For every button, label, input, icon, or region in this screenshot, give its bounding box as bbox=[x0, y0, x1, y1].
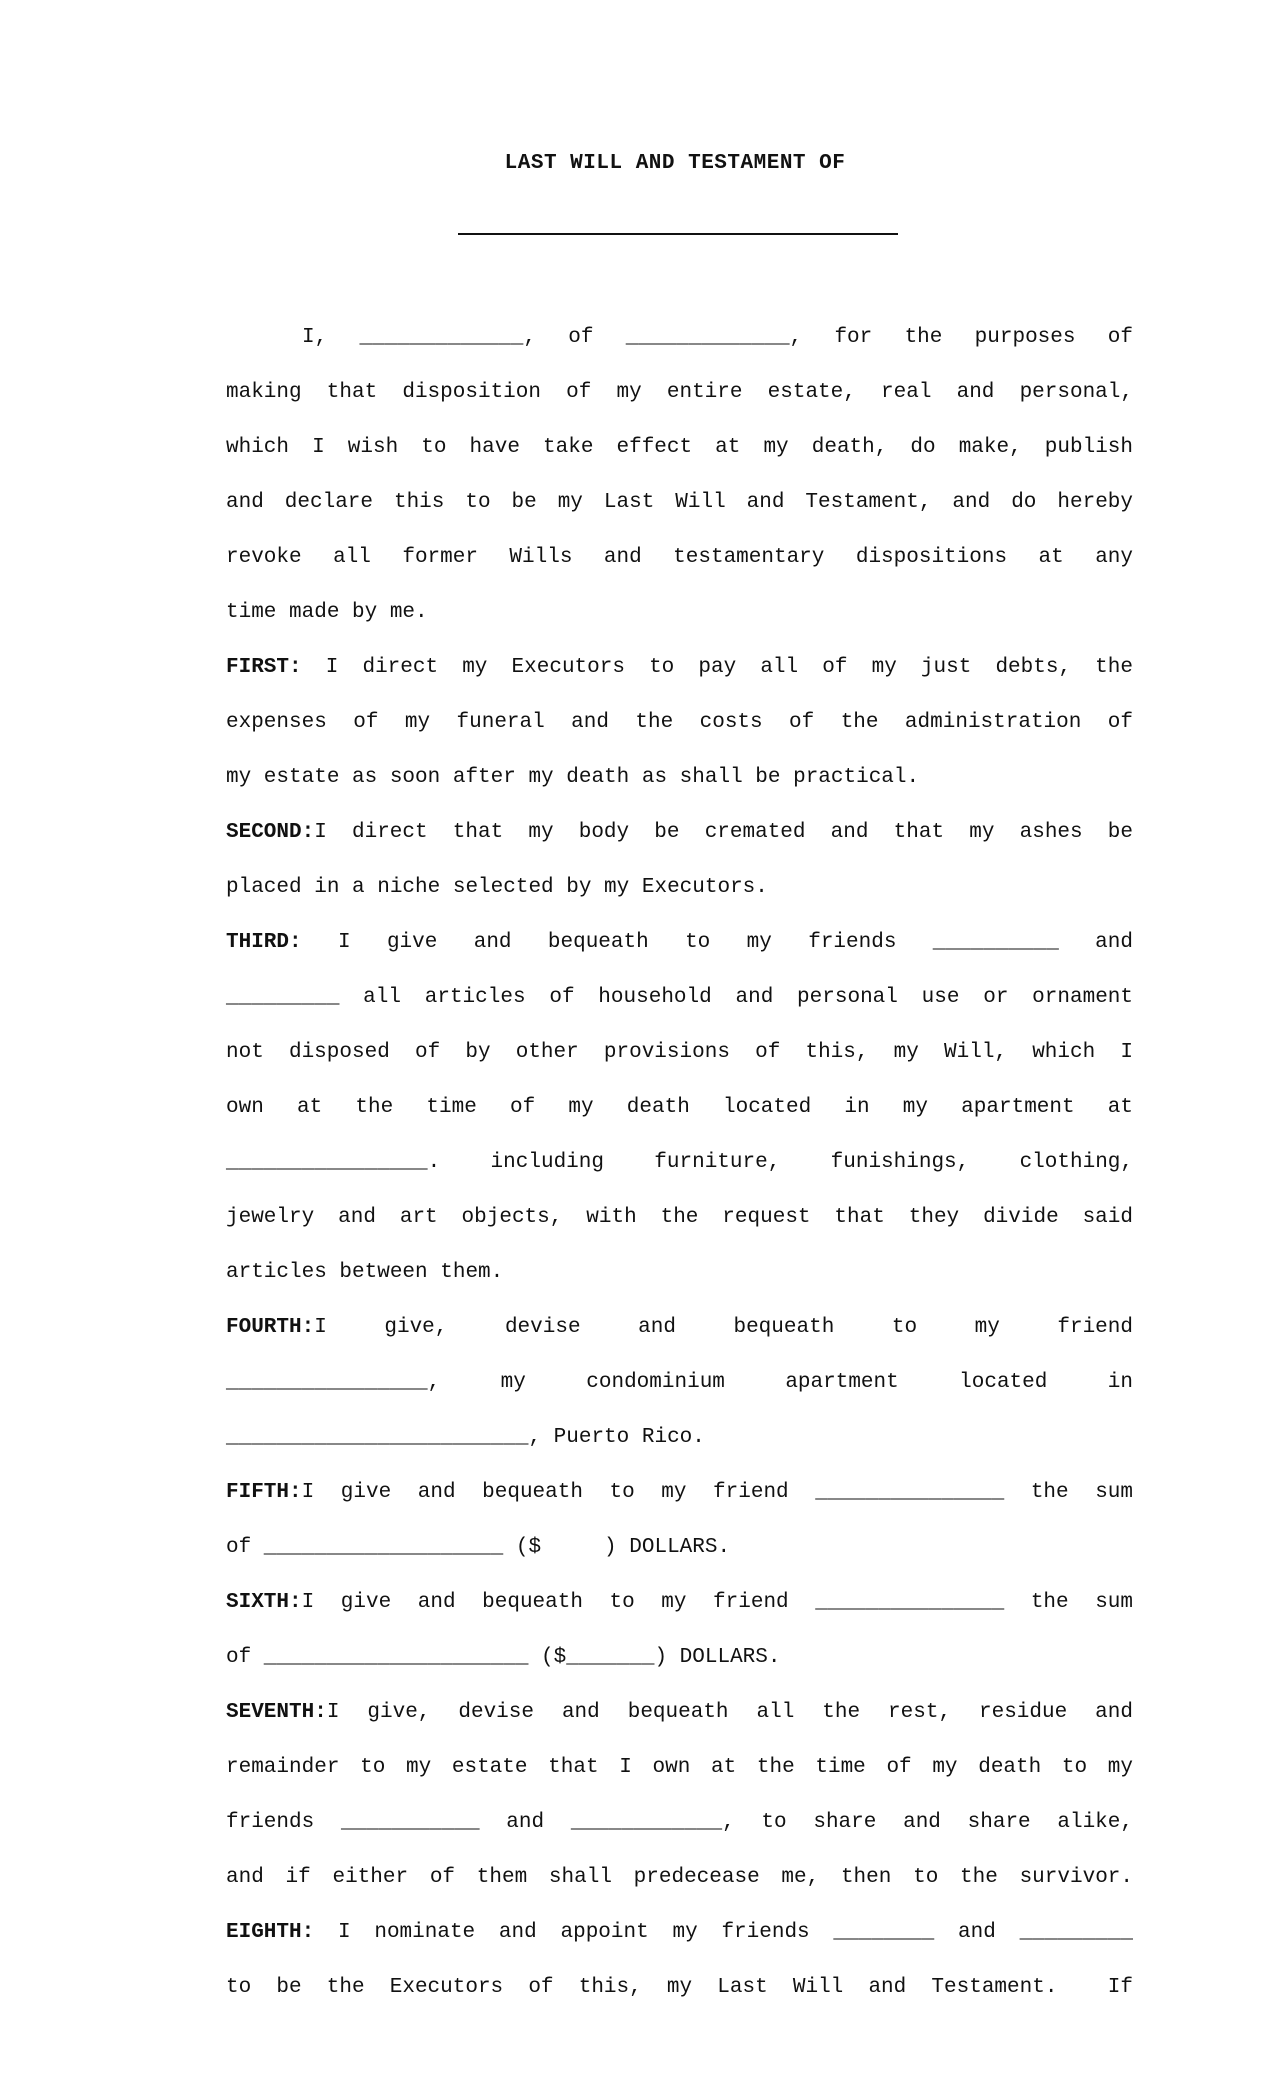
article-first-line bbox=[226, 640, 1133, 695]
preamble-line: time made by me. bbox=[226, 601, 428, 624]
preamble-line: making that disposition of my entire estate, real and personal, bbox=[226, 381, 1133, 404]
article-fifth-line bbox=[226, 1465, 1133, 1520]
article-sixth-line: of _____________________ ($_______) DOLLARS. bbox=[226, 1646, 781, 1669]
article-fourth-line: ________________, my condominium apartment located in bbox=[226, 1371, 1133, 1394]
article-second-line: placed in a niche selected by my Executors. bbox=[226, 876, 768, 899]
article-second-label: SECOND: bbox=[226, 821, 315, 844]
article-third-label: THIRD: bbox=[226, 931, 302, 954]
article-fifth-line: of ___________________ ($ ) DOLLARS. bbox=[226, 1536, 731, 1559]
article-second-text: I direct that my body be cremated and that my ashes be bbox=[314, 821, 1133, 844]
article-third-line: articles between them. bbox=[226, 1261, 504, 1284]
article-third-line: jewelry and art objects, with the request that they divide said bbox=[226, 1206, 1133, 1229]
article-seventh-line bbox=[226, 1685, 1133, 1740]
article-third-line: own at the time of my death located in my apartment at bbox=[226, 1096, 1133, 1119]
article-third-line: not disposed of by other provisions of this, my Will, which I bbox=[226, 1041, 1133, 1064]
preamble-line: which I wish to have take effect at my death, do make, publish bbox=[226, 436, 1133, 459]
preamble-line: revoke all former Wills and testamentary dispositions at any bbox=[226, 546, 1133, 569]
will-body bbox=[226, 310, 1133, 2015]
preamble-line: and declare this to be my Last Will and Testament, and do hereby bbox=[226, 491, 1133, 514]
article-second-line bbox=[226, 805, 1133, 860]
article-eighth-line: to be the Executors of this, my Last Will and Testament. If bbox=[226, 1976, 1133, 1999]
article-first-line: expenses of my funeral and the costs of the administration of bbox=[226, 711, 1133, 734]
article-first-line: my estate as soon after my death as shall be practical. bbox=[226, 766, 920, 789]
article-seventh-line: friends ___________ and ____________, to share and share alike, bbox=[226, 1811, 1133, 1834]
article-seventh-line: remainder to my estate that I own at the time of my death to my bbox=[226, 1756, 1133, 1779]
article-seventh-line: and if either of them shall predecease me, then to the survivor. bbox=[226, 1866, 1133, 1889]
document-title: LAST WILL AND TESTAMENT OF bbox=[504, 152, 846, 175]
article-sixth-text: I give and bequeath to my friend _______________ the sum bbox=[301, 1591, 1133, 1614]
article-eighth-line bbox=[226, 1905, 1133, 1960]
article-first-text: I direct my Executors to pay all of my just debts, the bbox=[301, 656, 1133, 679]
article-third-text: I give and bequeath to my friends __________ and bbox=[301, 931, 1133, 954]
article-fourth-line bbox=[226, 1300, 1133, 1355]
article-first-label: FIRST: bbox=[226, 656, 302, 679]
article-fourth-text: I give, devise and bequeath to my friend bbox=[314, 1316, 1133, 1339]
article-fourth-line: ________________________, Puerto Rico. bbox=[226, 1426, 705, 1449]
article-third-line: _________ all articles of household and personal use or ornament bbox=[226, 986, 1133, 1009]
article-sixth-label: SIXTH: bbox=[226, 1591, 302, 1614]
article-third-line bbox=[226, 915, 1133, 970]
testator-name-line bbox=[458, 233, 898, 235]
article-sixth-line bbox=[226, 1575, 1133, 1630]
preamble-line: I, _____________, of _____________, for the purposes of bbox=[302, 326, 1133, 349]
article-eighth-text: I nominate and appoint my friends ________ and _________ bbox=[314, 1921, 1133, 1944]
article-seventh-text: I give, devise and bequeath all the rest, residue and bbox=[326, 1701, 1133, 1724]
article-third-line: ________________. including furniture, funishings, clothing, bbox=[226, 1151, 1133, 1174]
article-seventh-label: SEVENTH: bbox=[226, 1701, 327, 1724]
article-fifth-label: FIFTH: bbox=[226, 1481, 302, 1504]
article-fourth-label: FOURTH: bbox=[226, 1316, 315, 1339]
article-fifth-text: I give and bequeath to my friend _______________ the sum bbox=[301, 1481, 1133, 1504]
article-eighth-label: EIGHTH: bbox=[226, 1921, 315, 1944]
